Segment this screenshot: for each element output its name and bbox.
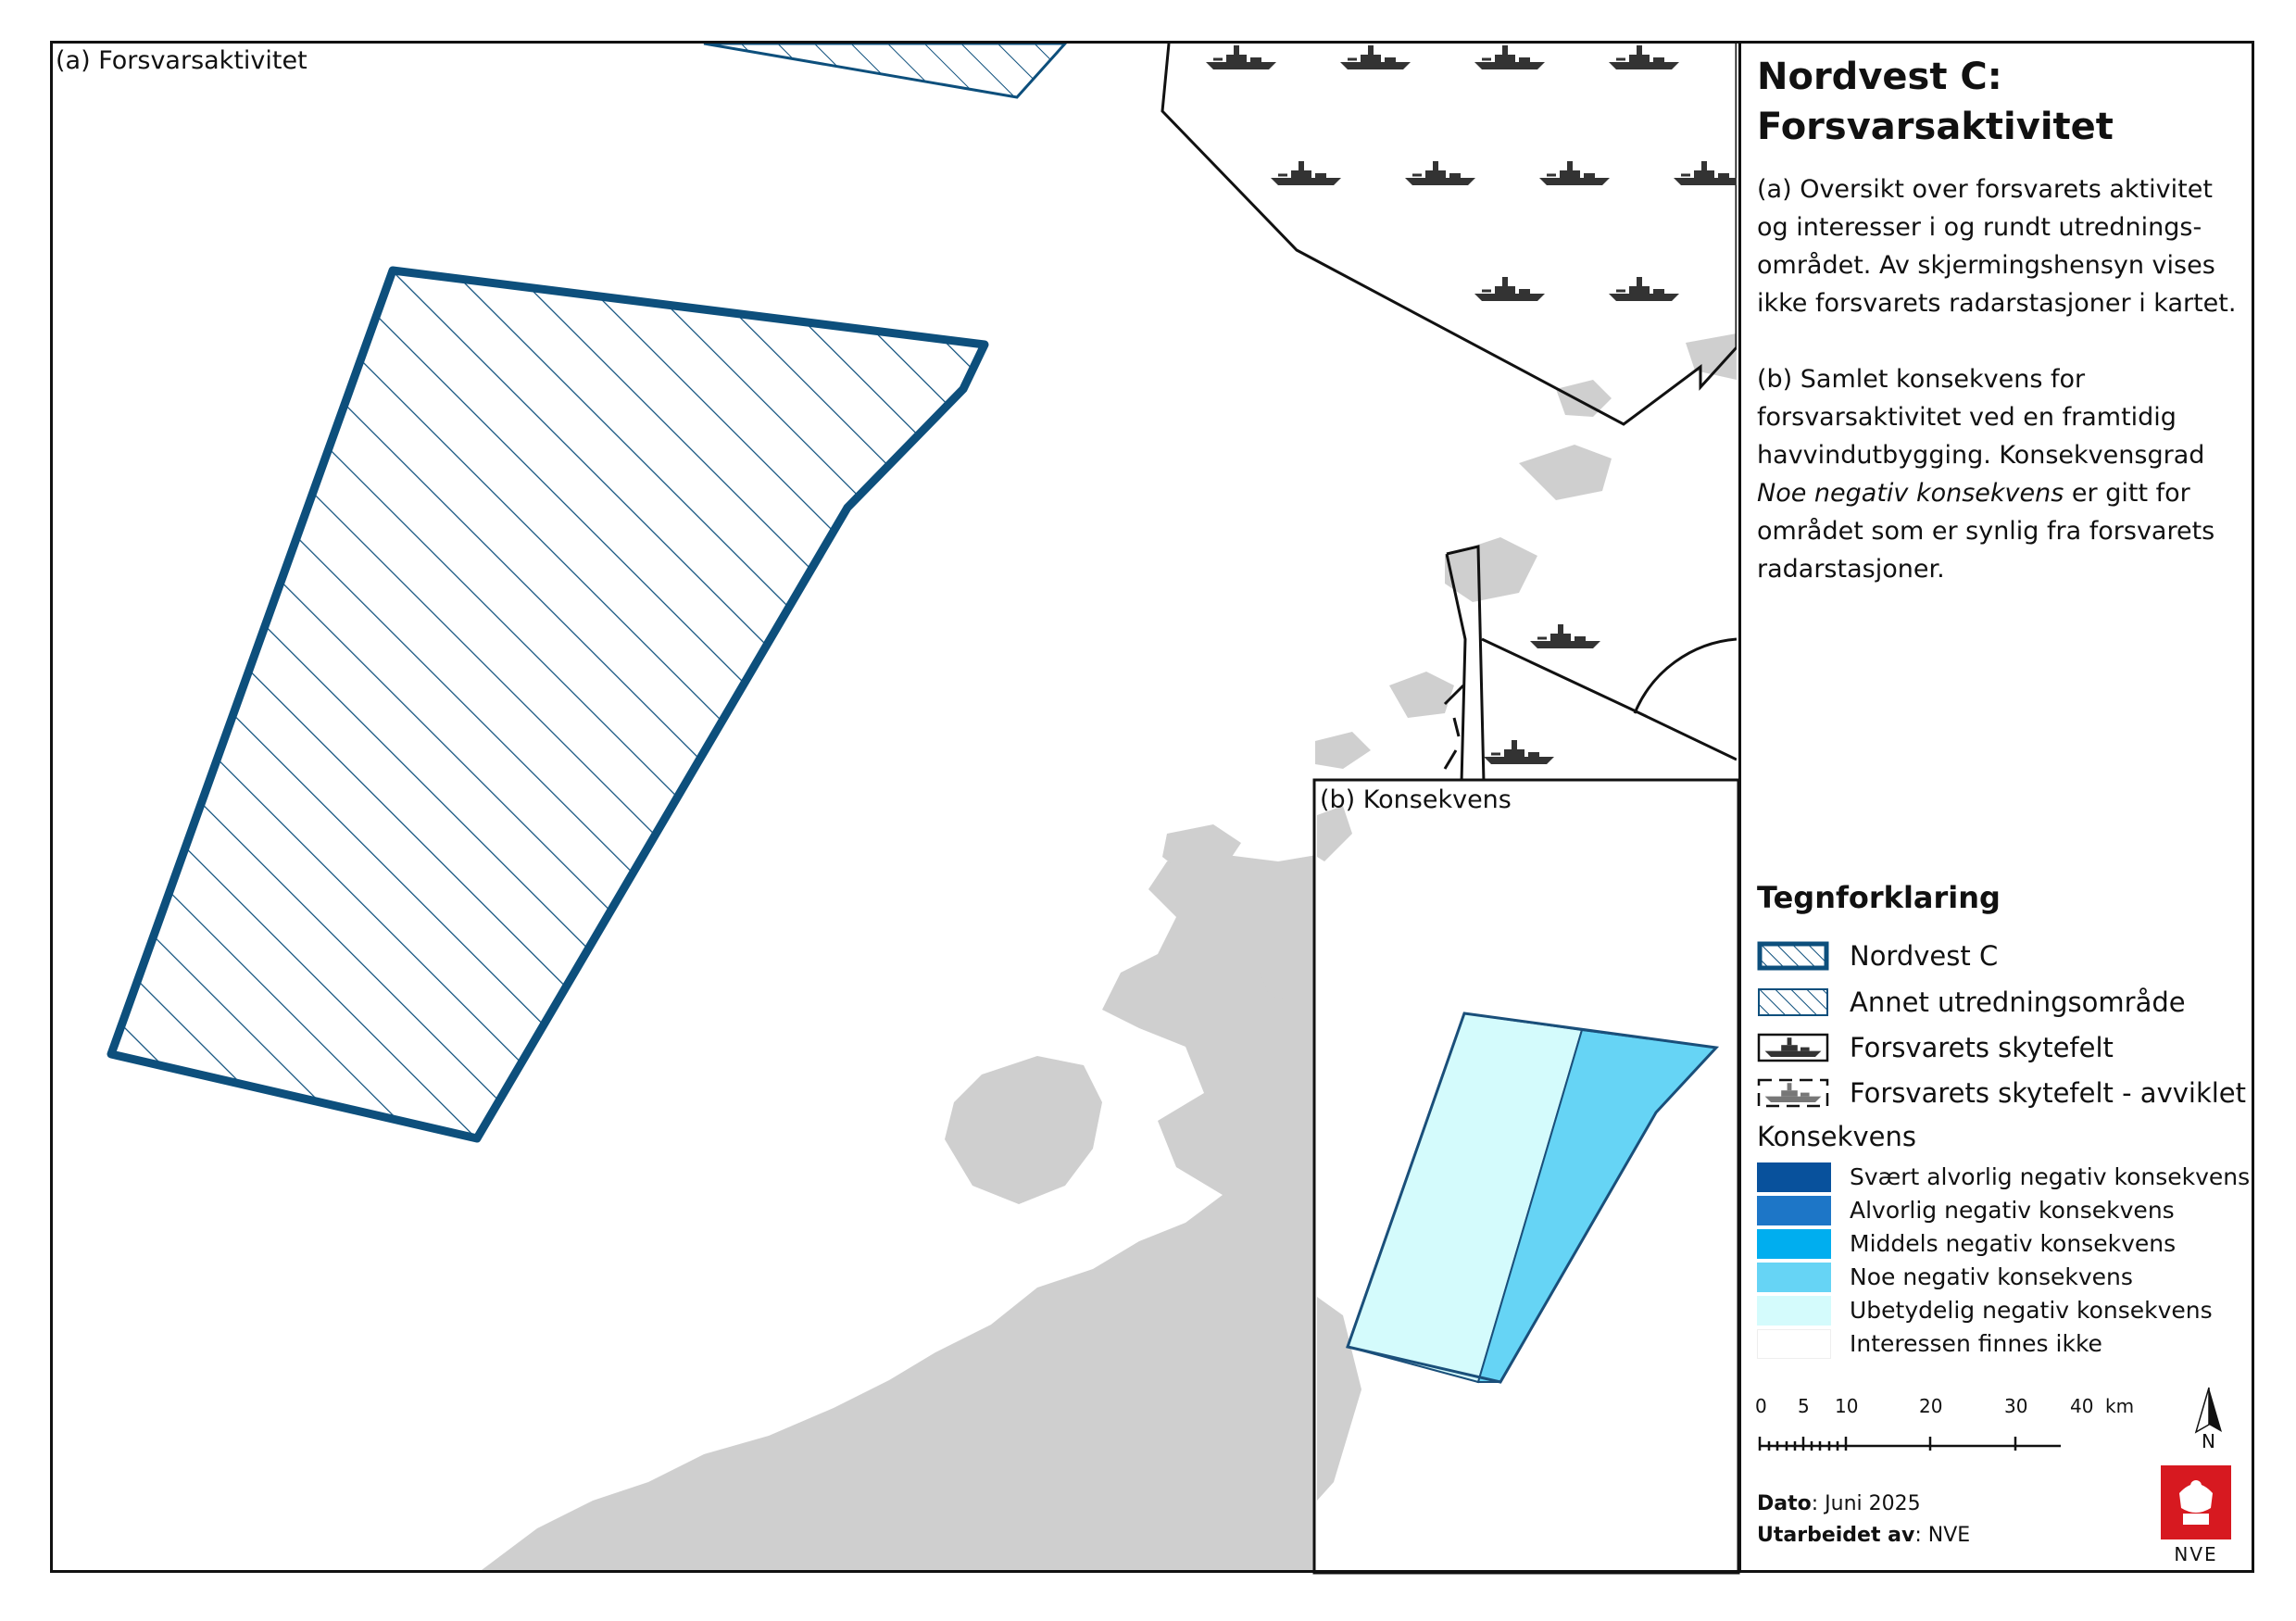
legend-label: Forsvarets skytefelt - avviklet [1850,1077,2247,1109]
nve-lion-icon [2161,1465,2231,1539]
scale-tick: 5 [1798,1395,1810,1417]
konsekvens-label: Alvorlig negativ konsekvens [1850,1197,2175,1224]
konsekvens-item [1757,1162,2251,1193]
scale-tick: 40 [2070,1395,2094,1417]
north-label: N [2202,1430,2215,1452]
legend-item-skytefelt [1757,1029,2248,1066]
ship-icon [1757,1033,1829,1062]
konsekvens-label: Interessen finnes ikke [1850,1330,2102,1357]
panel-a-label: (a) Forsvarsaktivitet [56,46,307,75]
konsekvens-item [1757,1262,2248,1293]
date-value: : Juni 2025 [1811,1492,1921,1515]
ship-dashed-icon [1757,1078,1829,1108]
description-b-part2: er gitt for området som er synlig fra forsvarets radarstasjoner. [1757,479,2215,584]
konsekvens-label: Svært alvorlig negativ konsekvens [1850,1163,2251,1190]
date-line [1757,1489,1921,1519]
konsekvens-swatch [1757,1196,1831,1225]
konsekvens-item [1757,1328,2248,1360]
hatch-thin-symbol [1757,987,1829,1017]
author-label: Utarbeidet av [1757,1524,1915,1547]
konsekvens-label: Ubetydelig negativ konsekvens [1850,1297,2213,1324]
konsekvens-swatch [1757,1229,1831,1259]
author-line [1757,1521,1970,1551]
legend-title: Tegnforklaring [1757,880,2001,915]
konsekvens-swatch [1757,1263,1831,1292]
date-label: Dato [1757,1492,1812,1515]
konsekvens-item [1757,1295,2248,1326]
konsekvens-swatch [1757,1296,1831,1326]
title-line-1: Nordvest C: [1757,56,2002,98]
nve-logo [2161,1465,2231,1567]
author-value: : NVE [1914,1524,1971,1547]
scale-tick: 20 [1919,1395,1943,1417]
konsekvens-label: Middels negativ konsekvens [1850,1230,2177,1257]
info-panel [1738,41,2254,1573]
legend-label: Annet utredningsområde [1850,986,2186,1018]
legend-item-annet [1757,984,2248,1021]
konsekvens-item [1757,1195,2248,1226]
map-title [1757,52,2239,152]
title-line-2: Forsvarsaktivitet [1757,106,2114,148]
panel-b-label: (b) Konsekvens [1320,785,1512,814]
description-a: (a) Oversikt over forsvarets aktivitet og interesser i og rundt utrednings-området. Av skjermingshensyn vises ikke forsvarets radarstasjoner i kartet. [1757,175,2237,318]
legend-label: Nordvest C [1850,940,1999,972]
legend-item-skytefelt-avviklet [1757,1074,2248,1112]
konsekvens-swatch [1757,1162,1831,1192]
scale-tick: 30 [2004,1395,2028,1417]
legend-item-nordvest-c [1757,937,2248,974]
description-b-italic: Noe negativ konsekvens [1757,479,2064,508]
description-b-part1: (b) Samlet konsekvens for forsvarsaktivitet ved en framtidig havvindutbygging. Konsekvensgrad [1757,365,2205,470]
nve-logo-text: NVE [2174,1543,2218,1565]
konsekvens-item [1757,1228,2248,1260]
legend-label: Forsvarets skytefelt [1850,1032,2114,1063]
konsekvens-label: Noe negativ konsekvens [1850,1263,2133,1290]
scale-tick: 10 [1835,1395,1859,1417]
hatch-thick-symbol [1757,941,1829,971]
scale-tick: 0 [1755,1395,1767,1417]
konsekvens-title: Konsekvens [1757,1121,1916,1152]
konsekvens-swatch [1757,1329,1831,1359]
scale-unit: km [2105,1395,2135,1417]
description-b [1757,360,2248,588]
